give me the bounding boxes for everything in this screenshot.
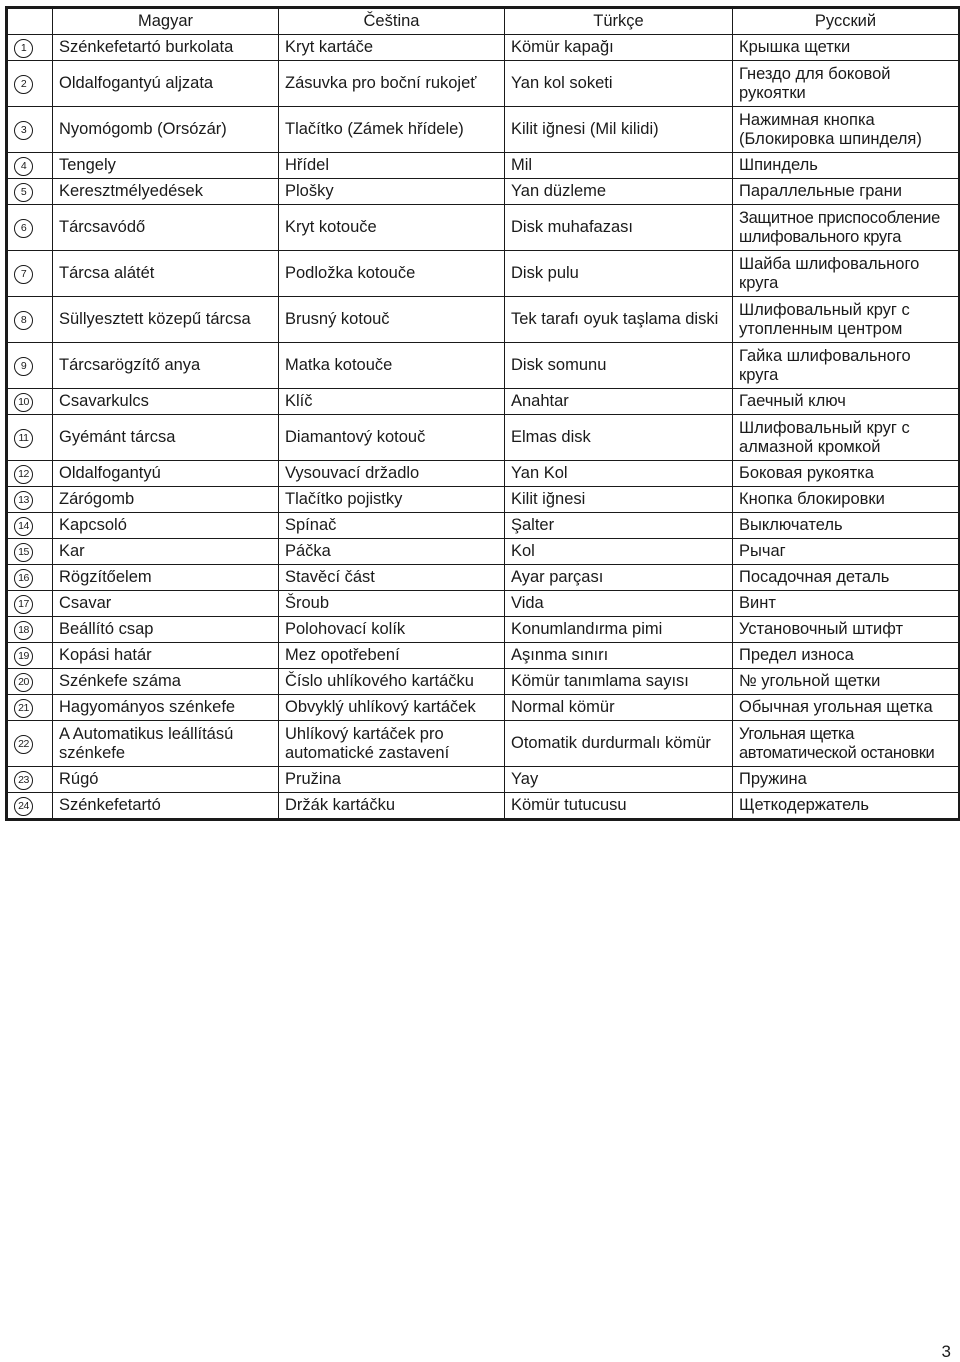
cell-cestina: Kryt kotouče (279, 205, 505, 251)
cell-cestina: Číslo uhlíkového kartáčku (279, 669, 505, 695)
cell-cestina: Uhlíkový kartáček pro automatické zastavení (279, 721, 505, 767)
circled-number: 17 (14, 595, 33, 614)
header-row (7, 8, 960, 35)
cell-russkiy: Гаечный ключ (733, 389, 960, 415)
cell-turkce: Kömür tutucusu (505, 793, 733, 820)
cell-magyar: Szénkefe száma (53, 669, 279, 695)
row-number-cell (7, 793, 53, 820)
cell-magyar: Nyomógomb (Orsózár) (53, 107, 279, 153)
cell-turkce: Kömür kapağı (505, 35, 733, 61)
table-row (7, 107, 960, 153)
header-cestina: Čeština (279, 8, 505, 35)
cell-magyar: Keresztmélyedések (53, 179, 279, 205)
row-number-cell (7, 153, 53, 179)
table-row (7, 179, 960, 205)
cell-magyar: A Automatikus leállítású szénkefe (53, 721, 279, 767)
cell-magyar: Hagyományos szénkefe (53, 695, 279, 721)
cell-magyar: Rögzítőelem (53, 565, 279, 591)
circled-number: 16 (14, 569, 33, 588)
cell-cestina: Matka kotouče (279, 343, 505, 389)
table-row (7, 251, 960, 297)
cell-cestina: Kryt kartáče (279, 35, 505, 61)
cell-russkiy: Шлифовальный круг с утопленным центром (733, 297, 960, 343)
cell-magyar: Rúgó (53, 767, 279, 793)
table-row (7, 205, 960, 251)
circled-number: 11 (14, 429, 33, 448)
row-number-cell (7, 461, 53, 487)
table-row (7, 513, 960, 539)
row-number-cell (7, 695, 53, 721)
table-row (7, 35, 960, 61)
cell-magyar: Kopási határ (53, 643, 279, 669)
table-row (7, 617, 960, 643)
cell-magyar: Csavar (53, 591, 279, 617)
row-number-cell (7, 565, 53, 591)
row-number-cell (7, 487, 53, 513)
row-number-cell (7, 35, 53, 61)
table-row (7, 721, 960, 767)
cell-magyar: Beállító csap (53, 617, 279, 643)
table-row (7, 539, 960, 565)
cell-russkiy: Параллельные грани (733, 179, 960, 205)
circled-number: 7 (14, 265, 33, 284)
row-number-cell (7, 669, 53, 695)
header-turkce: Türkçe (505, 8, 733, 35)
table-row (7, 415, 960, 461)
circled-number: 3 (14, 121, 33, 140)
circled-number: 5 (14, 183, 33, 202)
cell-russkiy: Гайка шлифовального круга (733, 343, 960, 389)
cell-cestina: Mez opotřebení (279, 643, 505, 669)
table-row (7, 153, 960, 179)
cell-russkiy: Боковая рукоятка (733, 461, 960, 487)
cell-russkiy: № угольной щетки (733, 669, 960, 695)
cell-cestina: Podložka kotouče (279, 251, 505, 297)
cell-turkce: Vida (505, 591, 733, 617)
cell-russkiy: Предел износа (733, 643, 960, 669)
circled-number: 8 (14, 311, 33, 330)
cell-turkce: Yan Kol (505, 461, 733, 487)
cell-magyar: Tárcsarögzítő anya (53, 343, 279, 389)
circled-number: 10 (14, 393, 33, 412)
table-row (7, 565, 960, 591)
cell-cestina: Tlačítko pojistky (279, 487, 505, 513)
cell-cestina: Klíč (279, 389, 505, 415)
cell-magyar: Zárógomb (53, 487, 279, 513)
circled-number: 1 (14, 39, 33, 58)
circled-number: 2 (14, 75, 33, 94)
cell-russkiy: Шлифовальный круг с алмазной кромкой (733, 415, 960, 461)
cell-magyar: Süllyesztett közepű tárcsa (53, 297, 279, 343)
cell-magyar: Oldalfogantyú (53, 461, 279, 487)
circled-number: 4 (14, 157, 33, 176)
cell-magyar: Gyémánt tárcsa (53, 415, 279, 461)
row-number-cell (7, 205, 53, 251)
cell-cestina: Tlačítko (Zámek hřídele) (279, 107, 505, 153)
cell-magyar: Tengely (53, 153, 279, 179)
cell-russkiy: Выключатель (733, 513, 960, 539)
table-row (7, 767, 960, 793)
row-number-cell (7, 297, 53, 343)
circled-number: 22 (14, 735, 33, 754)
cell-russkiy: Установочный штифт (733, 617, 960, 643)
header-magyar: Magyar (53, 8, 279, 35)
cell-turkce: Konumlandırma pimi (505, 617, 733, 643)
cell-russkiy: Винт (733, 591, 960, 617)
row-number-cell (7, 643, 53, 669)
circled-number: 14 (14, 517, 33, 536)
cell-russkiy: Защитное приспособление шлифовального круга (733, 205, 960, 251)
row-number-cell (7, 539, 53, 565)
row-number-cell (7, 767, 53, 793)
cell-cestina: Brusný kotouč (279, 297, 505, 343)
cell-turkce: Kol (505, 539, 733, 565)
circled-number: 9 (14, 357, 33, 376)
table-row (7, 669, 960, 695)
cell-russkiy: Шайба шлифовального круга (733, 251, 960, 297)
cell-turkce: Mil (505, 153, 733, 179)
row-number-cell (7, 513, 53, 539)
cell-russkiy: Обычная угольная щетка (733, 695, 960, 721)
row-number-cell (7, 107, 53, 153)
cell-turkce: Yay (505, 767, 733, 793)
table-row (7, 591, 960, 617)
cell-russkiy: Пружина (733, 767, 960, 793)
table-row (7, 389, 960, 415)
circled-number: 15 (14, 543, 33, 562)
cell-russkiy: Посадочная деталь (733, 565, 960, 591)
cell-turkce: Normal kömür (505, 695, 733, 721)
cell-cestina: Držák kartáčku (279, 793, 505, 820)
cell-magyar: Kar (53, 539, 279, 565)
cell-turkce: Şalter (505, 513, 733, 539)
cell-russkiy: Крышка щетки (733, 35, 960, 61)
table-row (7, 793, 960, 820)
cell-magyar: Tárcsavódő (53, 205, 279, 251)
cell-magyar: Tárcsa alátét (53, 251, 279, 297)
table-row (7, 643, 960, 669)
glossary-table (5, 6, 960, 821)
cell-turkce: Elmas disk (505, 415, 733, 461)
cell-turkce: Yan kol soketi (505, 61, 733, 107)
table-row (7, 695, 960, 721)
cell-russkiy: Щеткодержатель (733, 793, 960, 820)
table-row (7, 461, 960, 487)
cell-cestina: Vysouvací držadlo (279, 461, 505, 487)
cell-cestina: Plošky (279, 179, 505, 205)
cell-russkiy: Гнездо для боковой рукоятки (733, 61, 960, 107)
cell-russkiy: Нажимная кнопка (Блокировка шпинделя) (733, 107, 960, 153)
circled-number: 12 (14, 465, 33, 484)
cell-cestina: Páčka (279, 539, 505, 565)
circled-number: 18 (14, 621, 33, 640)
cell-russkiy: Кнопка блокировки (733, 487, 960, 513)
cell-cestina: Polohovací kolík (279, 617, 505, 643)
circled-number: 6 (14, 219, 33, 238)
cell-russkiy: Рычаг (733, 539, 960, 565)
cell-magyar: Szénkefetartó burkolata (53, 35, 279, 61)
cell-russkiy: Угольная щетка автоматической остановки (733, 721, 960, 767)
cell-russkiy: Шпиндель (733, 153, 960, 179)
cell-magyar: Kapcsoló (53, 513, 279, 539)
cell-turkce: Aşınma sınırı (505, 643, 733, 669)
table-body (7, 35, 960, 820)
row-number-cell (7, 591, 53, 617)
table-row (7, 297, 960, 343)
row-number-cell (7, 617, 53, 643)
cell-turkce: Ayar parçası (505, 565, 733, 591)
cell-cestina: Obvyklý uhlíkový kartáček (279, 695, 505, 721)
row-number-cell (7, 415, 53, 461)
row-number-cell (7, 179, 53, 205)
header-russkiy: Русский (733, 8, 960, 35)
cell-cestina: Spínač (279, 513, 505, 539)
row-number-cell (7, 343, 53, 389)
table-row (7, 61, 960, 107)
cell-turkce: Disk somunu (505, 343, 733, 389)
cell-turkce: Otomatik durdurmalı kömür (505, 721, 733, 767)
circled-number: 21 (14, 699, 33, 718)
cell-magyar: Szénkefetartó (53, 793, 279, 820)
cell-turkce: Anahtar (505, 389, 733, 415)
cell-magyar: Csavarkulcs (53, 389, 279, 415)
cell-turkce: Tek tarafı oyuk taşlama diski (505, 297, 733, 343)
table-row (7, 343, 960, 389)
circled-number: 19 (14, 647, 33, 666)
cell-turkce: Kilit iğnesi (505, 487, 733, 513)
cell-turkce: Yan düzleme (505, 179, 733, 205)
circled-number: 20 (14, 673, 33, 692)
cell-turkce: Disk pulu (505, 251, 733, 297)
cell-cestina: Hřídel (279, 153, 505, 179)
cell-cestina: Pružina (279, 767, 505, 793)
cell-turkce: Kömür tanımlama sayısı (505, 669, 733, 695)
table-row (7, 487, 960, 513)
cell-magyar: Oldalfogantyú aljzata (53, 61, 279, 107)
circled-number: 24 (14, 797, 33, 816)
header-number (7, 8, 53, 35)
row-number-cell (7, 721, 53, 767)
cell-turkce: Kilit iğnesi (Mil kilidi) (505, 107, 733, 153)
row-number-cell (7, 61, 53, 107)
cell-cestina: Diamantový kotouč (279, 415, 505, 461)
cell-cestina: Šroub (279, 591, 505, 617)
cell-cestina: Zásuvka pro boční rukojeť (279, 61, 505, 107)
cell-cestina: Stavěcí část (279, 565, 505, 591)
cell-turkce: Disk muhafazası (505, 205, 733, 251)
page-number: 3 (941, 1342, 951, 1361)
circled-number: 23 (14, 771, 33, 790)
row-number-cell (7, 389, 53, 415)
circled-number: 13 (14, 491, 33, 510)
row-number-cell (7, 251, 53, 297)
